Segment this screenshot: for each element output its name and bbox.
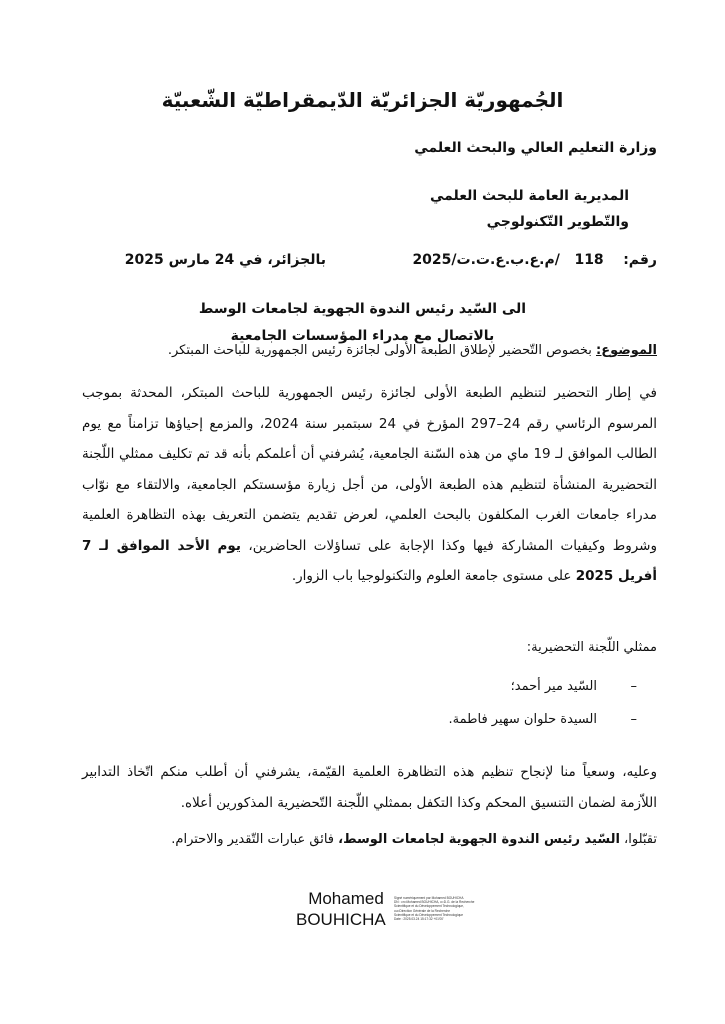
subject-label: الموضوع: [596, 343, 657, 358]
body-paragraph-2: وعليه، وسعياً منا لإنجاح تنظيم هذه التظاهرة العلمية القيّمة، يشرفني أن أطلب منكم اتّخاذ التدابير اللاّزمة لضمان التنسيق المحكم وكذا التكفل بممثلي اللّجنة التّحضيرية المذكورين أعلاه. [82, 764, 657, 811]
directorate-line-2: والتّطوير التّكنولوجي [486, 214, 629, 230]
reference-code: /م.ع.ب.ع.ت.ت/2025 [412, 252, 560, 268]
subject-line [168, 343, 657, 358]
closing-start: تقبّلوا، [619, 832, 657, 847]
signature-detail-line: Scientifique et du Développement Technologique, [394, 904, 464, 909]
signature-first-name: Mohamed [308, 889, 384, 908]
letter-date: بالجزائر، في 24 مارس 2025 [124, 252, 326, 268]
paragraph-1-end: على مستوى جامعة العلوم والتكنولوجيا باب الزوار. [291, 568, 576, 584]
directorate-line-1: المديرية العامة للبحث العلمي [429, 188, 629, 204]
signature-detail-line: DN : cn=Mohamed BOUHICHA, o=D.G. de la Recherche [394, 900, 475, 905]
paragraph-1-main: في إطار التحضير لتنظيم الطبعة الأولى لجائزة رئيس الجمهورية للباحث المبتكر، المحدثة بموجب المرسوم الرئاسي رقم 24–297 المؤرخ في 24 سبتمبر سنة 2024، والمزمع إحياؤها تزامناً مع يوم الطالب الموافق لـ 19 ماي من هذه السّنة الجامعية، يُشرفني أن أعلمكم بأنه قد تم تكليف ممثلي اللّجنة التحضيرية المنشأة لتنظيم هذه الطبعة الأولى، من أجل زيارة مؤسستكم الجامعية، والالتقاء مع نوّاب مدراء جامعات الغرب المكلفون بالبحث العلمي، لعرض تقديم يتضمن التعريف بهذه التظاهرة العلمية وشروط وكيفيات المشاركة فيها وكذا الإجابة على تساؤلات الحاضرين، [82, 385, 658, 554]
subject-text: بخصوص التّحضير لإطلاق الطبعة الأولى لجائزة رئيس الجمهورية للباحث المبتكر. [167, 343, 596, 358]
list-item [449, 712, 637, 727]
body-paragraph-1 [82, 378, 657, 592]
member-name: السيدة حلوان سهير فاطمة. [448, 712, 597, 727]
recipient-line-2: بالاتصال مع مدراء المؤسسات الجامعية [230, 328, 495, 344]
reference-value: 118 [574, 252, 604, 268]
signature-detail-line: ou=Direction Générale de la Recherche [394, 908, 451, 913]
closing-line [171, 832, 657, 847]
signature-detail-line: Scientifique et du Développement Technologique [394, 912, 464, 917]
member-name: السّيد مير أحمد؛ [510, 679, 597, 694]
ministry-name: وزارة التعليم العالي والبحث العلمي [414, 140, 657, 156]
signature-detail-line: Date : 2025.03.24 15:17:32 +01'00' [394, 917, 444, 922]
digital-signature-details [394, 896, 514, 921]
country-title: الجُمهوريّة الجزائريّة الدّيمقراطيّة الشّعبيّة [161, 88, 564, 112]
recipient-block [0, 296, 725, 350]
signature-name [296, 888, 396, 930]
list-dash: – [630, 712, 637, 727]
recipient-line-1: الى السّيد رئيس الندوة الجهوية لجامعات الوسط [198, 301, 527, 317]
closing-end: فائق عبارات التّقدير والاحترام. [171, 832, 339, 847]
directorate-block [430, 183, 629, 235]
list-item [511, 679, 637, 694]
signature-detail-line: Signé numériquement par Mohamed BOUHICHA [394, 896, 464, 900]
closing-addressee: السّيد رئيس الندوة الجهوية لجامعات الوسط، [338, 832, 620, 847]
reference-label: رقم: [623, 252, 657, 268]
committee-members-label: ممثلي اللّجنة التحضيرية: [526, 640, 657, 655]
meeting-date: يوم الأحد الموافق لـ 7 أفريل 2025 [82, 537, 657, 584]
reference-number [412, 252, 657, 268]
list-dash: – [630, 679, 637, 694]
signature-last-name: BOUHICHA [296, 910, 386, 929]
